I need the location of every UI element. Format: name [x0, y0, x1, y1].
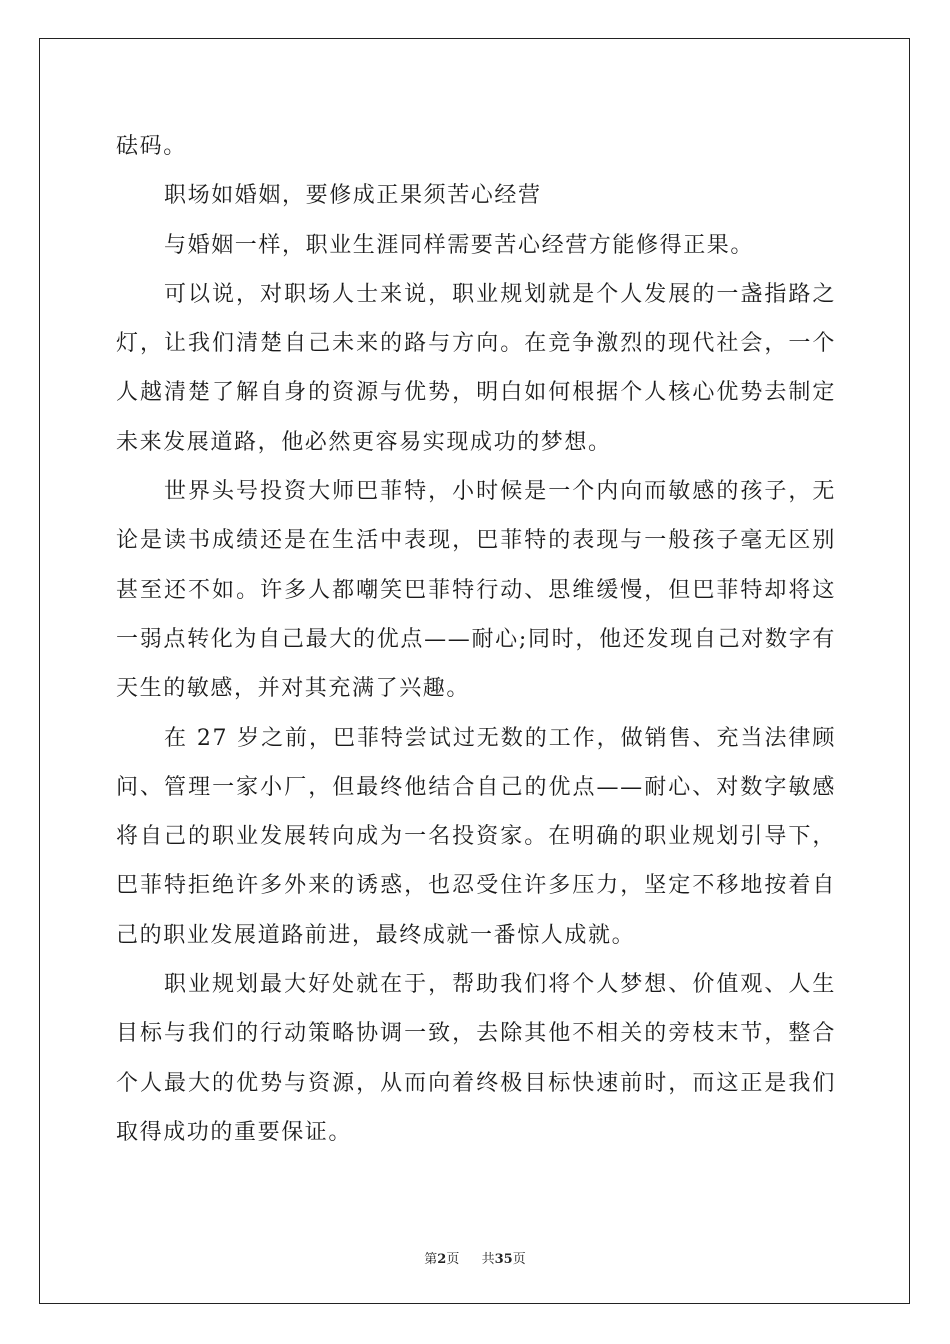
- page-footer: [0, 1248, 950, 1267]
- paragraph-2-heading: 职场如婚姻，要修成正果须苦心经营: [164, 183, 542, 209]
- page-suffix: 页: [446, 1252, 460, 1267]
- paragraph-1: 砝码。: [116, 134, 187, 159]
- paragraph-5: 世界头号投资大师巴菲特，小时候是一个内向而敏感的孩子，无论是读书成绩还是在生活中表现，巴菲特的表现与一般孩子毫无区别甚至还不如。许多人都嘲笑巴菲特行动、思维缓慢，但巴菲特却将这一弱点转化为自己最大的优点——耐心;同时，他还发现自己对数字有天生的敏感，并对其充满了兴趣。: [116, 479, 836, 702]
- page-number: 2: [437, 1252, 447, 1267]
- total-pages: 35: [494, 1252, 513, 1267]
- page-prefix: 第: [424, 1252, 438, 1267]
- paragraph-3: 与婚姻一样，职业生涯同样需要苦心经营方能修得正果。: [164, 232, 755, 258]
- total-suffix: 页: [512, 1252, 526, 1267]
- total-prefix: 共: [481, 1252, 495, 1267]
- document-body: [116, 122, 836, 1157]
- paragraph-4: 可以说，对职场人士来说，职业规划就是个人发展的一盏指路之灯，让我们清楚自己未来的路与方向。在竞争激烈的现代社会，一个人越清楚了解自身的资源与优势，明白如何根据个人核心优势去制定未来发展道路，他必然更容易实现成功的梦想。: [116, 281, 836, 455]
- paragraph-6: 在 27 岁之前，巴菲特尝试过无数的工作，做销售、充当法律顾问、管理一家小厂，但最终他结合自己的优点——耐心、对数字敏感将自己的职业发展转向成为一名投资家。在明确的职业规划引导下，巴菲特拒绝许多外来的诱惑，也忍受住许多压力，坚定不移地按着自己的职业发展道路前进，最终成就一番惊人成就。: [116, 725, 836, 948]
- paragraph-7: 职业规划最大好处就在于，帮助我们将个人梦想、价值观、人生目标与我们的行动策略协调一致，去除其他不相关的旁枝末节，整合个人最大的优势与资源，从而向着终极目标快速前时，而这正是我们取得成功的重要保证。: [116, 972, 836, 1145]
